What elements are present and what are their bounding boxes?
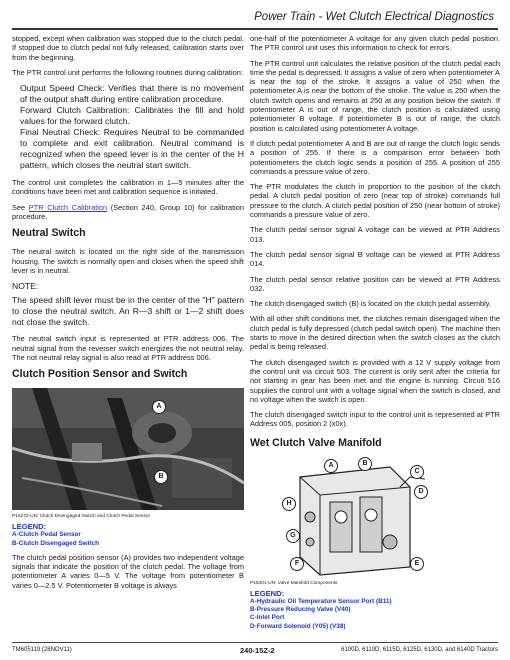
paragraph: The clutch pedal sensor signal A voltage can be viewed at PTR Address 013. — [250, 225, 500, 244]
paragraph: The clutch pedal sensor relative position can be viewed at PTR Address 032. — [250, 274, 500, 293]
paragraph: The clutch pedal position sensor (A) provides two independent voltage signals that indicate the position of the clutch pedal. The voltage from potentiometer A varies 0—5 V. The voltage from potentiometer B varies 0—2.5 V. Potentiometer B voltage is always — [12, 552, 244, 590]
figure-callout-d: D — [414, 485, 428, 499]
tractor-models: 6100D, 6110D, 6115D, 6125D, 6130D, and 6140D Tractors — [341, 647, 498, 653]
paragraph: The PTR control unit calculates the relative position of the clutch pedal each time the pedal is depressed. It assigns a value of zero when potentiometer A is near the top of the stroke. It assigns a value of 250 when the potentiometer A is near the bottom of the stroke. The value is 250 when the clutch switch opens and remains at 250 at any position below the switch. If potentiometer A is out of range, the clutch position is calculated using potentiometer B voltage. If potentiometer B is out of range, the clutch position is calculated using potentiometer A voltage. — [250, 58, 500, 133]
paragraph: The PTR modulates the clutch in proportion to the position of the clutch pedal. A clutch pedal position of zero (near top of stroke) commands full pressure to the clutch. A clutch pedal position of 250 (near bottom of stroke) commands a pressure value of zero. — [250, 182, 500, 220]
legend-title: LEGEND: — [250, 588, 285, 598]
page-title: Power Train - Wet Clutch Electrical Diagnostics — [254, 11, 494, 23]
note-label: NOTE: — [12, 281, 39, 292]
figure-callout-h: H — [282, 497, 296, 511]
routine-item: Forward Clutch Calibration: Calibrates the fill and hold values for the forward clutch. — [20, 105, 244, 127]
valve-manifold-heading: Wet Clutch Valve Manifold — [250, 436, 382, 449]
paragraph: stopped, except when calibration was stopped due to the clutch pedal. If stopped due to clutch pedal not fully released, calibration starts over from the beginning. — [12, 34, 244, 62]
figure-callout-b: B — [154, 470, 168, 484]
page-header — [12, 8, 498, 30]
clutch-sensor-photo — [12, 388, 244, 510]
legend-item: B-Pressure Reducing Valve (V40) — [250, 606, 351, 614]
paragraph: The neutral switch input is represented at PTR address 006. The neutral signal from the reverser switch energizes the not neutral relay. The not neutral relay signal is also read at PTR address 006. — [12, 334, 244, 362]
valve-manifold-diagram — [260, 457, 428, 577]
paragraph: one-half of the potentiometer A voltage for any given clutch pedal position. The PTR control unit uses this information to check for errors. — [250, 34, 500, 53]
paragraph: The clutch disengaged switch is provided with a 12 V supply voltage from the control unit via circuit 503. The current is only sent after the criteria for not starting in gear has been met and the engine is running. Circuit 516 supplies the control unit with a voltage signal when the switch is closed, and no voltage when the switch is open. — [250, 357, 500, 404]
legend-item: C-Inlet Port — [250, 614, 285, 622]
figure-caption: P15272-UN: Clutch Disengaged Switch and Clutch Pedal Sensor — [12, 514, 151, 520]
figure-callout-a: A — [324, 459, 338, 473]
figure-callout-g: G — [286, 529, 300, 543]
calibration-routines-list — [12, 83, 244, 171]
page-footer — [12, 642, 498, 657]
right-column — [250, 34, 500, 631]
valve-manifold-graphic — [260, 457, 428, 577]
paragraph: The control unit completes the calibration in 1—5 minutes after the conditions have been met and calibration sequence is initiated. — [12, 178, 244, 197]
clutch-position-heading: Clutch Position Sensor and Switch — [12, 368, 188, 381]
legend-item: A-Clutch Pedal Sensor — [12, 531, 81, 539]
paragraph: The PTR control unit performs the following routines during calibration: — [12, 67, 243, 77]
legend-item: D-Forward Solenoid (Y05) (V38) — [250, 622, 346, 630]
legend-title: LEGEND: — [12, 522, 47, 532]
figure-callout-a: A — [152, 400, 166, 414]
left-column — [12, 34, 244, 596]
paragraph: The clutch pedal sensor signal B voltage can be viewed at PTR Address 014. — [250, 249, 500, 269]
neutral-switch-heading: Neutral Switch — [12, 227, 86, 240]
figure-callout-b: B — [358, 457, 372, 471]
see-suffix: (Section 240, Group 10) for calibration procedure. — [12, 202, 244, 222]
clutch-sensor-photo-graphic — [12, 388, 244, 510]
figure-caption: P15401-UN: Valve Manifold Components — [250, 580, 338, 586]
paragraph: The neutral switch is located on the right side of the transmission housing. The switch is normally open and closes when the speed shift lever is in neutral. — [12, 247, 244, 275]
see-label: See — [12, 202, 26, 212]
paragraph: With all other shift conditions met, the clutches remain disengaged when the clutch pedal is fully depressed (clutch pedal switch open). The machine then starts to move in the desired direction when the switch closes as the clutch pedal is being released. — [250, 314, 500, 352]
see-reference-paragraph — [12, 203, 244, 222]
note-text: The speed shift lever must be in the center of the "H" pattern to close the neutral switch. An R—3 shift or 1—2 shift does not close the switch. — [12, 295, 244, 328]
page-number: 240-15Z-2 — [240, 646, 275, 655]
routine-item: Output Speed Check: Verifies that there is no movement of the output shaft during entire calibration procedure. — [20, 83, 244, 105]
figure-callout-f: F — [290, 557, 304, 571]
legend-item: A-Hydraulic Oil Temperature Sensor Port (B11) — [250, 597, 392, 605]
document-id: TM605119 (28NOV11) — [12, 647, 72, 653]
figure-callout-e: E — [410, 557, 424, 571]
paragraph: The clutch disengaged switch input to the control unit is represented at PTR Address 005, position 2 (x0x). — [250, 410, 500, 429]
ptr-clutch-calibration-link[interactable]: PTR Clutch Calibration — [28, 202, 108, 212]
routine-item: Final Neutral Check: Requires Neutral to be commanded to complete and exit calibration. Neutral command is recognized when the speed lever is in the center of the H pattern, which closes the neutral start switch. — [20, 127, 244, 171]
paragraph: If clutch pedal potentiometer A and B are out of range the clutch logic sends a position of 255. If there is a comparison error between both potentiometers the clutch logic sends a position of 255. A position of 255 commands a pressure value of zero. — [250, 138, 500, 176]
figure-callout-c: C — [410, 465, 424, 479]
paragraph: The clutch disengaged switch (B) is located on the clutch pedal assembly. — [250, 299, 492, 309]
legend-item: B-Clutch Disengaged Switch — [12, 539, 99, 547]
